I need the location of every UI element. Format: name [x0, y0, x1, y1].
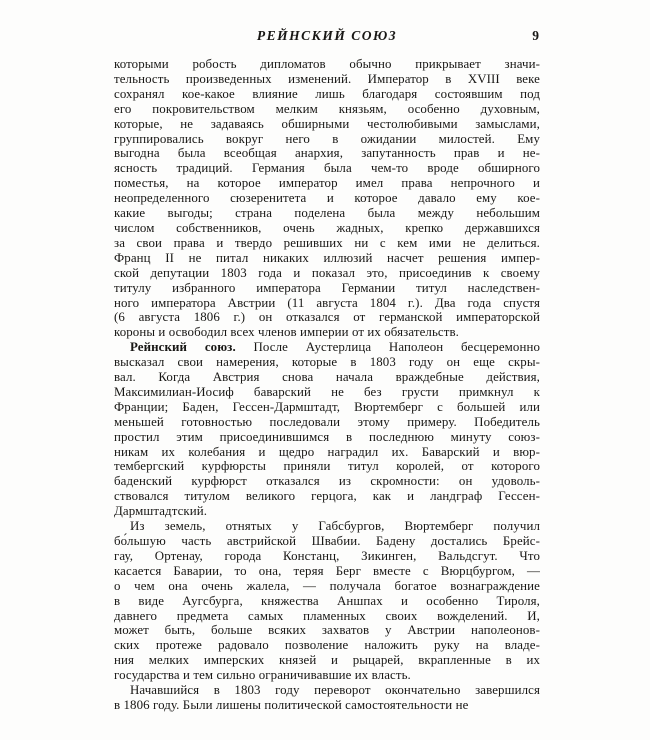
text-line: о чем она очень жалела, — получала богатое вознаграждение: [114, 578, 540, 593]
text-line: ствовался титулом великого герцога, как и ландграф Гессен-: [114, 489, 540, 504]
text-line: Рейнский союз. После Аустерлица Наполеон бесцеремонно: [130, 340, 540, 355]
text-line: меньшей готовностью последовали этому примеру. Победитель: [114, 414, 540, 429]
running-title: РЕЙНСКИЙ СОЮЗ: [256, 28, 398, 43]
text-line: (6 августа 1806 г.) он отказался от германской императорской: [114, 310, 540, 325]
text-line: ских протеже радовало позволение наложить руку на владе-: [114, 638, 540, 653]
text-line: ской депутации 1803 года и показал это, присоединив к своему: [114, 265, 540, 280]
text-line: тельность произведенных изменений. Император в XVIII веке: [114, 71, 540, 86]
text-line: группировались вокруг него в ожидании милостей. Ему: [114, 131, 540, 146]
text-line: его покровительством мелким князьям, особенно духовным,: [114, 101, 540, 116]
text-line: ясность традиций. Германия была чем-то вроде обширного: [114, 161, 540, 176]
text-line: простил этим присоединившимся в последнюю минуту союз-: [114, 429, 540, 444]
text-line: государства и тем сильно ограничивавшие их власть.: [114, 668, 411, 683]
text-line: Дармштадтский.: [114, 504, 208, 519]
text-line: выгодна была всеобщая анархия, запутанность прав и не-: [114, 146, 540, 161]
text-line: сохранял кое-какое влияние лишь благодаря состоявшим под: [114, 86, 540, 101]
text-line: никам их колебания и щедро наградил их. Баварский и вюр-: [114, 444, 540, 459]
text-line: гау, Ортенау, города Констанц, Зикинген, Вальдсгут. Что: [114, 548, 540, 563]
text-line: высказал свои намерения, которые в 1803 году он еще скры-: [114, 355, 540, 370]
text-line: может быть, больше всяких захватов у Австрии наполеонов-: [114, 623, 540, 638]
text-line: поместья, на которое император имел права непрочного и: [114, 176, 540, 191]
text-line: ного императора Австрии (11 августа 1804 г.). Два года спустя: [114, 295, 540, 310]
text-line: касается Баварии, то она, теряя Берг вместе с Вюрцбургом, —: [114, 563, 540, 578]
text-line: Франц II не питал никаких иллюзий насчет решения импер-: [114, 250, 540, 265]
text-line: Максимилиан-Иосиф баварский не без грусти примкнул к: [114, 384, 540, 399]
text-line: за свои права и твердо решивших ни с кем ими не делиться.: [114, 235, 540, 250]
text-line: баденский курфюрст отказался из скромности: он удоволь-: [114, 474, 540, 489]
text-line: ния мелких имперских князей и рыцарей, вкрапленные в их: [114, 653, 540, 668]
text-line: какие выгоды; страна поделена была между небольшим: [114, 206, 540, 221]
text-line: Франции; Баден, Гессен-Дармштадт, Вюртемберг с большей или: [114, 399, 540, 414]
text-line: Начавшийся в 1803 году переворот окончательно завершился: [130, 683, 540, 698]
text-line: в 1806 году. Были лишены политической самостоятельности не: [114, 697, 469, 712]
text-line: вал. Когда Австрия снова начала враждебные действия,: [114, 370, 540, 385]
text-line: в виде Аугсбурга, княжества Аншпах и особенно Тироля,: [114, 593, 540, 608]
text-line: бо́льшую часть австрийской Швабии. Бадену достались Брейс-: [114, 534, 540, 548]
text-line: которыми робость дипломатов обычно прикрывает значи-: [114, 57, 540, 71]
text-line: неопределенного сюзеренитета и которое давало ему кое-: [114, 191, 540, 206]
text-line: тембергский курфюрсты приняли титул королей, от которого: [114, 459, 540, 474]
running-head: [114, 28, 540, 44]
text-line: Из земель, отнятых у Габсбургов, Вюртемберг получил: [130, 519, 540, 534]
page-number: 9: [532, 28, 539, 43]
text-line: короны и освободил всех членов империи от их обязательств.: [114, 325, 459, 340]
text-line: титулу избранного императора Германии титул наследствен-: [114, 280, 540, 295]
text-line: числом собственников, очень жадных, крепко державшихся: [114, 220, 540, 235]
page-body: [114, 57, 540, 713]
paragraph-lead: Рейнский союз.: [130, 340, 236, 355]
text-column: [114, 28, 540, 713]
text-line: которые, не задаваясь обширными честолюбивыми замыслами,: [114, 116, 540, 131]
text-line: давнего предмета самых пламенных своих вожделений. И,: [114, 608, 540, 623]
